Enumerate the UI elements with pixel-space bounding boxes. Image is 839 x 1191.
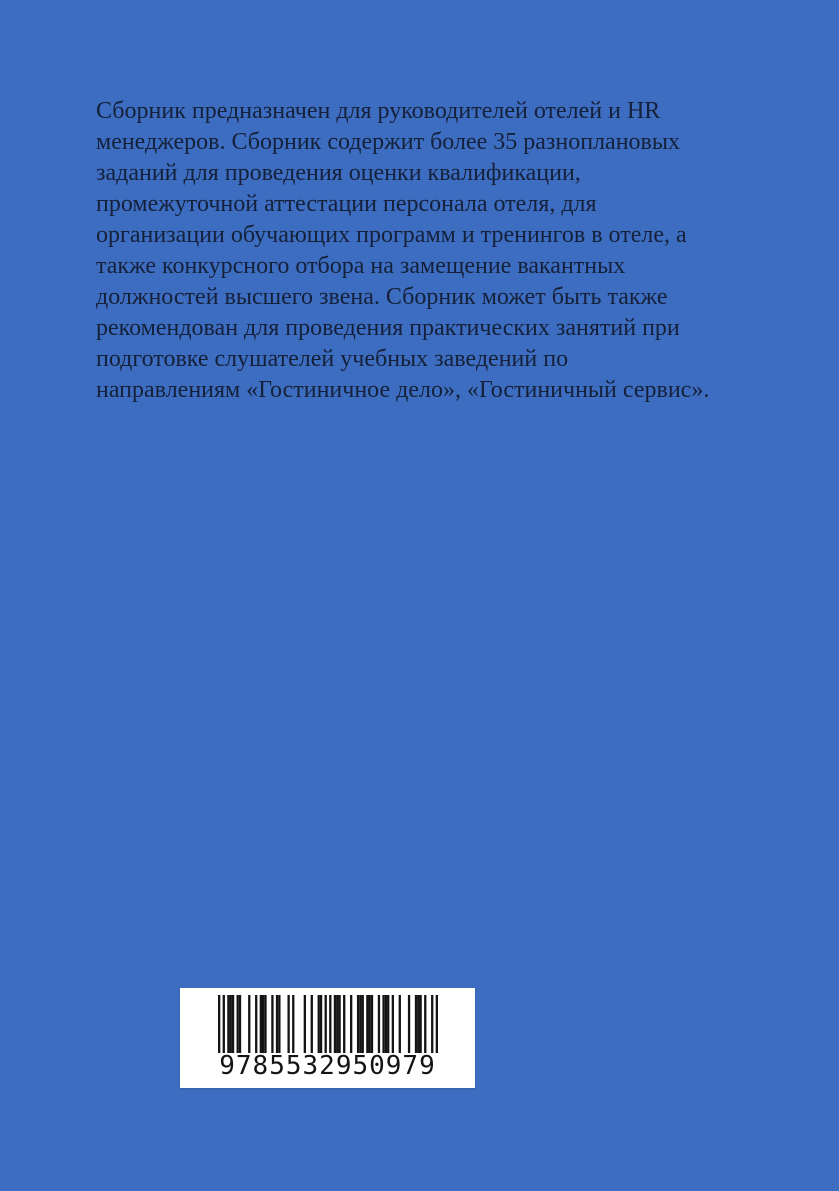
barcode-image — [218, 995, 438, 1053]
barcode-number: 9785532950979 — [219, 1051, 436, 1081]
description-line: промежуточной аттестации персонала отеля, для — [96, 191, 597, 217]
description-line: подготовке слушателей учебных заведений по — [96, 346, 569, 372]
description-line: Сборник предназначен для руководителей отелей и HR — [96, 98, 661, 124]
description-line: направлениям «Гостиничное дело», «Гостиничный сервис». — [96, 377, 710, 403]
description-line: также конкурсного отбора на замещение вакантных — [96, 253, 626, 279]
description-line: должностей высшего звена. Сборник может быть также — [96, 284, 668, 310]
description-line: рекомендован для проведения практических занятий при — [96, 315, 680, 341]
book-description — [96, 96, 756, 406]
description-line: организации обучающих программ и тренингов в отеле, а — [96, 222, 687, 248]
description-line: менеджеров. Сборник содержит более 35 разноплановых — [96, 129, 681, 155]
description-line: заданий для проведения оценки квалификации, — [96, 160, 581, 186]
barcode — [180, 988, 475, 1088]
